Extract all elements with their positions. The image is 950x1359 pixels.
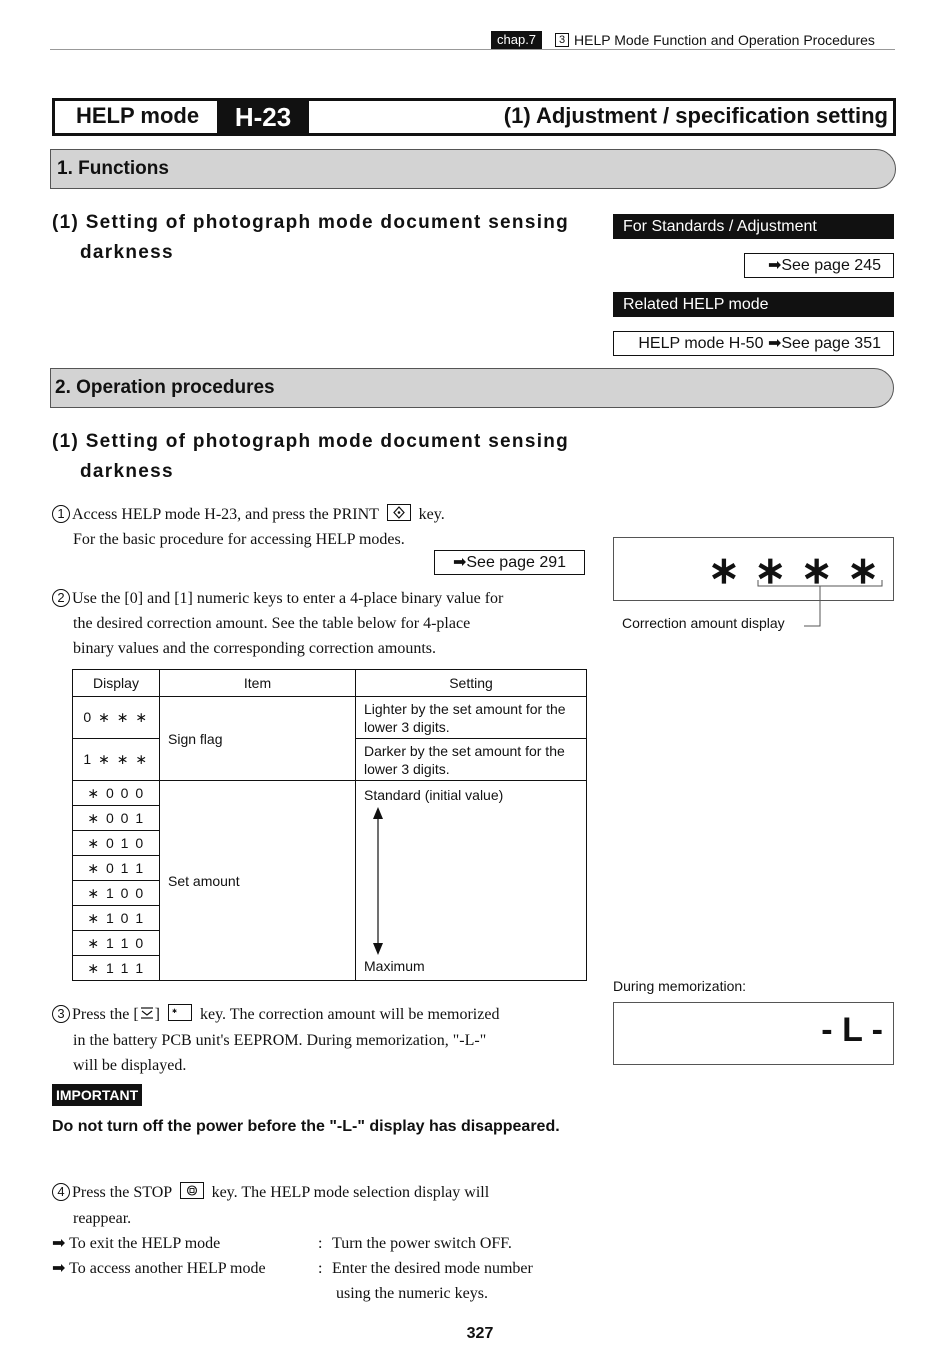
cell-display: ∗ 0 0 1 bbox=[73, 806, 160, 831]
setting-line: Lighter by the set amount for the bbox=[364, 700, 566, 717]
access-help-value-1: Enter the desired mode number bbox=[332, 1260, 533, 1277]
exit-help-value: Turn the power switch OFF. bbox=[332, 1235, 512, 1252]
step3-line1 bbox=[52, 1002, 499, 1027]
step4-line2: reappear. bbox=[73, 1210, 132, 1227]
arrow-right-icon: ➡ bbox=[52, 1260, 66, 1277]
operation-item-title-1: (1) Setting of photograph mode document sensing bbox=[52, 431, 570, 452]
correction-table bbox=[72, 669, 587, 981]
cell-amount-item: Set amount bbox=[160, 781, 356, 981]
related-help-ref-box[interactable] bbox=[613, 331, 894, 356]
section-functions-heading: 1. Functions bbox=[57, 158, 169, 179]
functions-item-title-2: darkness bbox=[80, 242, 174, 263]
step3-line2: in the battery PCB unit's EEPROM. During memorization, "-L-" bbox=[73, 1032, 487, 1049]
setting-line: lower 3 digits. bbox=[364, 760, 450, 777]
important-badge: IMPORTANT bbox=[52, 1084, 142, 1106]
standards-ref-box[interactable] bbox=[744, 253, 894, 278]
exit-help-row bbox=[52, 1231, 220, 1256]
access-help-value-2: using the numeric keys. bbox=[336, 1285, 488, 1302]
cell-display: ∗ 1 1 1 bbox=[73, 956, 160, 981]
print-key-icon bbox=[387, 504, 411, 521]
cell-setting bbox=[356, 697, 587, 739]
step2-line2: the desired correction amount. See the table below for 4-place bbox=[73, 615, 471, 632]
operation-item-title-2: darkness bbox=[80, 461, 174, 482]
arrow-right-icon: ➡ bbox=[452, 554, 467, 571]
cell-display: ∗ 0 0 0 bbox=[73, 781, 160, 806]
memorization-caption: During memorization: bbox=[613, 978, 747, 994]
cell-display: ∗ 0 1 0 bbox=[73, 831, 160, 856]
step1-number: 1 bbox=[52, 505, 70, 523]
step1-line2: For the basic procedure for accessing HELP modes. bbox=[73, 531, 405, 548]
important-warning-text: Do not turn off the power before the "-L-" display has disappeared. bbox=[52, 1118, 560, 1135]
cell-display: 0 ∗ ∗ ∗ bbox=[73, 697, 160, 739]
correction-display-value: ∗ ∗ ∗ ∗ bbox=[707, 550, 881, 592]
amount-top-label: Standard (initial value) bbox=[364, 787, 504, 803]
cell-display: ∗ 1 1 0 bbox=[73, 931, 160, 956]
setting-line: Darker by the set amount for the bbox=[364, 742, 565, 759]
related-help-mode-text: HELP mode H-50 bbox=[638, 335, 764, 352]
step3-text-a: Press the [ bbox=[72, 1006, 139, 1023]
memory-key-icon bbox=[139, 1005, 155, 1021]
stop-key-icon bbox=[180, 1182, 204, 1199]
section-operation-heading: 2. Operation procedures bbox=[55, 377, 275, 398]
title-mode-code: H-23 bbox=[217, 101, 309, 133]
title-mode-label: HELP mode bbox=[76, 103, 200, 128]
table-row bbox=[73, 697, 587, 739]
section-functions-bar bbox=[50, 149, 896, 189]
step4-text-a: Press the STOP bbox=[72, 1184, 172, 1201]
header-rule bbox=[50, 49, 895, 50]
step3-text-c: key. The correction amount will be memorized bbox=[199, 1006, 500, 1023]
arrow-right-icon: ➡ bbox=[52, 1235, 66, 1252]
step1-ref-box[interactable] bbox=[434, 550, 585, 575]
step4-text-b: key. The HELP mode selection display will bbox=[211, 1184, 490, 1201]
cell-amount-setting bbox=[356, 781, 587, 981]
correction-display-caption: Correction amount display bbox=[622, 615, 785, 631]
access-help-row bbox=[52, 1256, 266, 1281]
step3-number: 3 bbox=[52, 1005, 70, 1023]
th-display: Display bbox=[73, 670, 160, 697]
memorization-display-panel bbox=[613, 1002, 894, 1065]
amount-bottom-label: Maximum bbox=[364, 958, 425, 974]
cell-display: ∗ 0 1 1 bbox=[73, 856, 160, 881]
arrow-right-icon: ➡ bbox=[767, 335, 782, 352]
cell-display: ∗ 1 0 0 bbox=[73, 881, 160, 906]
related-help-page-text: See page 351 bbox=[781, 335, 881, 352]
title-subtitle: (1) Adjustment / specification setting bbox=[503, 103, 888, 128]
step3-text-b: ] bbox=[154, 1006, 160, 1023]
standards-ref-text: See page 245 bbox=[781, 257, 881, 274]
svg-text:✱: ✱ bbox=[171, 1008, 178, 1015]
th-setting: Setting bbox=[356, 670, 587, 697]
step1-ref-text: See page 291 bbox=[466, 554, 567, 571]
exit-help-label: To exit the HELP mode bbox=[69, 1235, 221, 1252]
cell-display: ∗ 1 0 1 bbox=[73, 906, 160, 931]
memorization-display-value: - L - bbox=[821, 1011, 883, 1049]
step4-line1 bbox=[52, 1180, 489, 1205]
step2-text-1: Use the [0] and [1] numeric keys to enter a 4-place binary value for bbox=[72, 590, 504, 607]
step1-text-b: key. bbox=[418, 506, 445, 523]
step2-line3: binary values and the corresponding correction amounts. bbox=[73, 640, 436, 657]
access-help-colon: : bbox=[318, 1260, 323, 1277]
running-header-title: HELP Mode Function and Operation Procedures bbox=[574, 32, 875, 48]
memory-key-box-icon bbox=[168, 1004, 192, 1021]
section-operation-bar bbox=[50, 368, 894, 408]
chapter-badge: chap.7 bbox=[491, 31, 542, 49]
cell-setting bbox=[356, 739, 587, 781]
step4-number: 4 bbox=[52, 1183, 70, 1201]
access-help-label: To access another HELP mode bbox=[69, 1260, 266, 1277]
th-item: Item bbox=[160, 670, 356, 697]
step2-line1 bbox=[52, 586, 503, 611]
page-number: 327 bbox=[466, 1325, 494, 1342]
cell-display: 1 ∗ ∗ ∗ bbox=[73, 739, 160, 781]
functions-item-title-1: (1) Setting of photograph mode document sensing bbox=[52, 212, 570, 233]
standards-label: For Standards / Adjustment bbox=[613, 214, 894, 239]
setting-line: lower 3 digits. bbox=[364, 718, 450, 735]
step1-line1 bbox=[52, 502, 445, 527]
section-number-box: 3 bbox=[555, 33, 569, 47]
step1-text-a: Access HELP mode H-23, and press the PRINT bbox=[72, 506, 379, 523]
step2-number: 2 bbox=[52, 589, 70, 607]
step3-line3: will be displayed. bbox=[73, 1057, 187, 1074]
table-row bbox=[73, 781, 587, 806]
double-arrow-icon bbox=[370, 807, 386, 955]
table-header-row bbox=[73, 670, 587, 697]
related-help-label: Related HELP mode bbox=[613, 292, 894, 317]
arrow-right-icon: ➡ bbox=[767, 257, 782, 274]
cell-sign-item: Sign flag bbox=[160, 697, 356, 781]
exit-help-colon: : bbox=[318, 1235, 323, 1252]
